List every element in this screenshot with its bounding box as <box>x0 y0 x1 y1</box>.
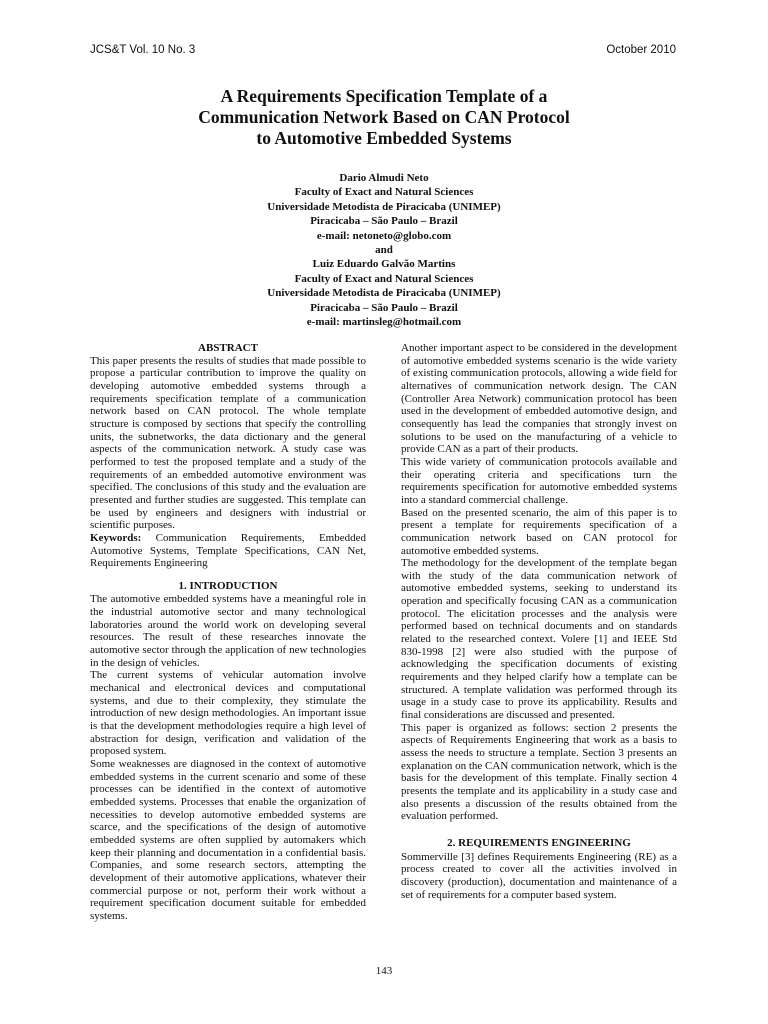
body-paragraph: The methodology for the development of the template began with the study of the data communication network of automotive embedded systems, seeking to understand its operation and specifically focusing CAN as a communication protocol. The elicitation processes and the analysis were performed based on technical documents and on standards related to the researched context. Volere [1] and IEEE Std 830-1998 [2] were also studied with the purpose of acknowledging the specification documents of existing requirements and they helped clarify how a template can be structured. A template validation was performed through its usage in a study case to prove its applicability. Results and final considerations are discussed and presented. <box>401 557 677 722</box>
author-separator: and <box>375 244 393 257</box>
paper-title <box>90 86 678 149</box>
body-paragraph: Based on the presented scenario, the aim of this paper is to present a template for requirements specification of a communication network based on CAN protocol for automotive embedded systems. <box>401 506 677 557</box>
abstract-text: This paper presents the results of studies that made possible to propose a particular contribution to improve the quality on developing automotive embedded systems through a requirements specification template of a communication network based on CAN protocol. The whole template structure is composed by sections that specify the controlling units, the subnetworks, the data dictionary and the general aspects of the communication network. A study case was performed to test the proposed template and a study of the requirements of an embedded automotive environment was specified. The conclusions of this study and the evaluation are presented and further studies are suggested. This template can be used by engineers and designers with industrial or scientific purposes. <box>90 354 366 532</box>
intro-paragraph: The automotive embedded systems have a meaningful role in the industrial automotive sector and many technological laboratories around the world work on developing several resources. The result of these researches innovate the automotive sector through the application of new technologies in the design of vehicles. <box>90 593 366 669</box>
author-name: Dario Almudi Neto <box>339 172 429 184</box>
author-name: Luiz Eduardo Galvão Martins <box>312 258 456 271</box>
author-email: e-mail: netoneto@globo.com <box>316 229 452 242</box>
author-location: Piracicaba – São Paulo – Brazil <box>310 301 458 314</box>
author-location: Piracicaba – São Paulo – Brazil <box>310 215 458 228</box>
author-affiliation: Faculty of Exact and Natural Sciences <box>294 186 474 199</box>
title-line: to Automotive Embedded Systems <box>256 128 512 148</box>
body-paragraph: Another important aspect to be considered in the development of automotive embedded systems scenario is the wide variety of existing communication protocols, allowing a wide field for alternatives of communication network design. The CAN (Controller Area Network) communication protocol has been used in the development of embedded automotive design, and consequently has lead the companies that strongly invest on solutions to be used on the manufacturing of a vehicle to provide CAN as a part of their products. <box>401 342 677 456</box>
title-line: A Requirements Specification Template of a <box>220 86 548 106</box>
right-column <box>401 342 677 901</box>
author-affiliation: Faculty of Exact and Natural Sciences <box>294 272 474 285</box>
intro-paragraph: The current systems of vehicular automation involve mechanical and electronical devices and computational systems, and due to their complexity, they stimulate the introduction of new design methodologies. An important issue is that the development methodologies require a high level of abstraction for design, verification and validation of the proposed system. <box>90 669 366 758</box>
body-paragraph: This wide variety of communication protocols available and their operating criteria and specifications turn the requirements specification for automotive embedded systems into a standard commercial challenge. <box>401 455 677 506</box>
title-line: Communication Network Based on CAN Protocol <box>198 107 570 127</box>
author-affiliation: Universidade Metodista de Piracicaba (UNIMEP) <box>267 200 501 213</box>
keywords-text: Communication Requirements, Embedded Automotive Systems, Template Specifications, CAN Net, Requirements Engineering <box>90 531 366 570</box>
keywords <box>90 532 366 570</box>
abstract-heading: ABSTRACT <box>198 342 258 354</box>
intro-paragraph: Some weaknesses are diagnosed in the context of automotive embedded systems in the current scenario and some of these processes can be identified in the context of automotive embedded systems. Processes that enable the organization of necessities to develop automotive embedded systems are scarce, and the specifications of the design of automotive embedded systems are often supplied by automakers which keep their planning and documentation in a confidential basis. Companies, and some research sectors, attempting the development of their automotive applications, whatever their commercial purpose or not, perform their work without a requirement specification document suitable for embedded systems. <box>90 758 366 922</box>
keywords-label: Keywords: <box>90 531 142 544</box>
body-paragraph: This paper is organized as follows: section 2 presents the aspects of Requirements Engineering that work as a basis to assess the needs to structure a template. Section 3 presents an explanation on the CAN communication network, which is the basis for the development of this template. Finally section 4 presents the template and its applicability in a study case and also presents a discussion of the results obtained from the evaluation performed. <box>401 721 677 823</box>
journal-info: JCS&T Vol. 10 No. 3 <box>90 44 196 56</box>
page-number: 143 <box>375 965 393 977</box>
author-block <box>90 171 678 329</box>
author-email: e-mail: martinsleg@hotmail.com <box>306 316 462 329</box>
section2-paragraph: Sommerville [3] defines Requirements Engineering (RE) as a process created to cover all the activities involved in discovery (production), documentation and maintenance of a set of requirements for a computer based system. <box>401 850 677 901</box>
left-column <box>90 342 366 923</box>
issue-date: October 2010 <box>606 44 676 56</box>
author-affiliation: Universidade Metodista de Piracicaba (UNIMEP) <box>267 287 501 300</box>
running-head <box>90 44 676 56</box>
requirements-engineering-heading: 2. REQUIREMENTS ENGINEERING <box>447 836 631 849</box>
introduction-heading: 1. INTRODUCTION <box>178 579 278 592</box>
title-block <box>90 86 678 329</box>
